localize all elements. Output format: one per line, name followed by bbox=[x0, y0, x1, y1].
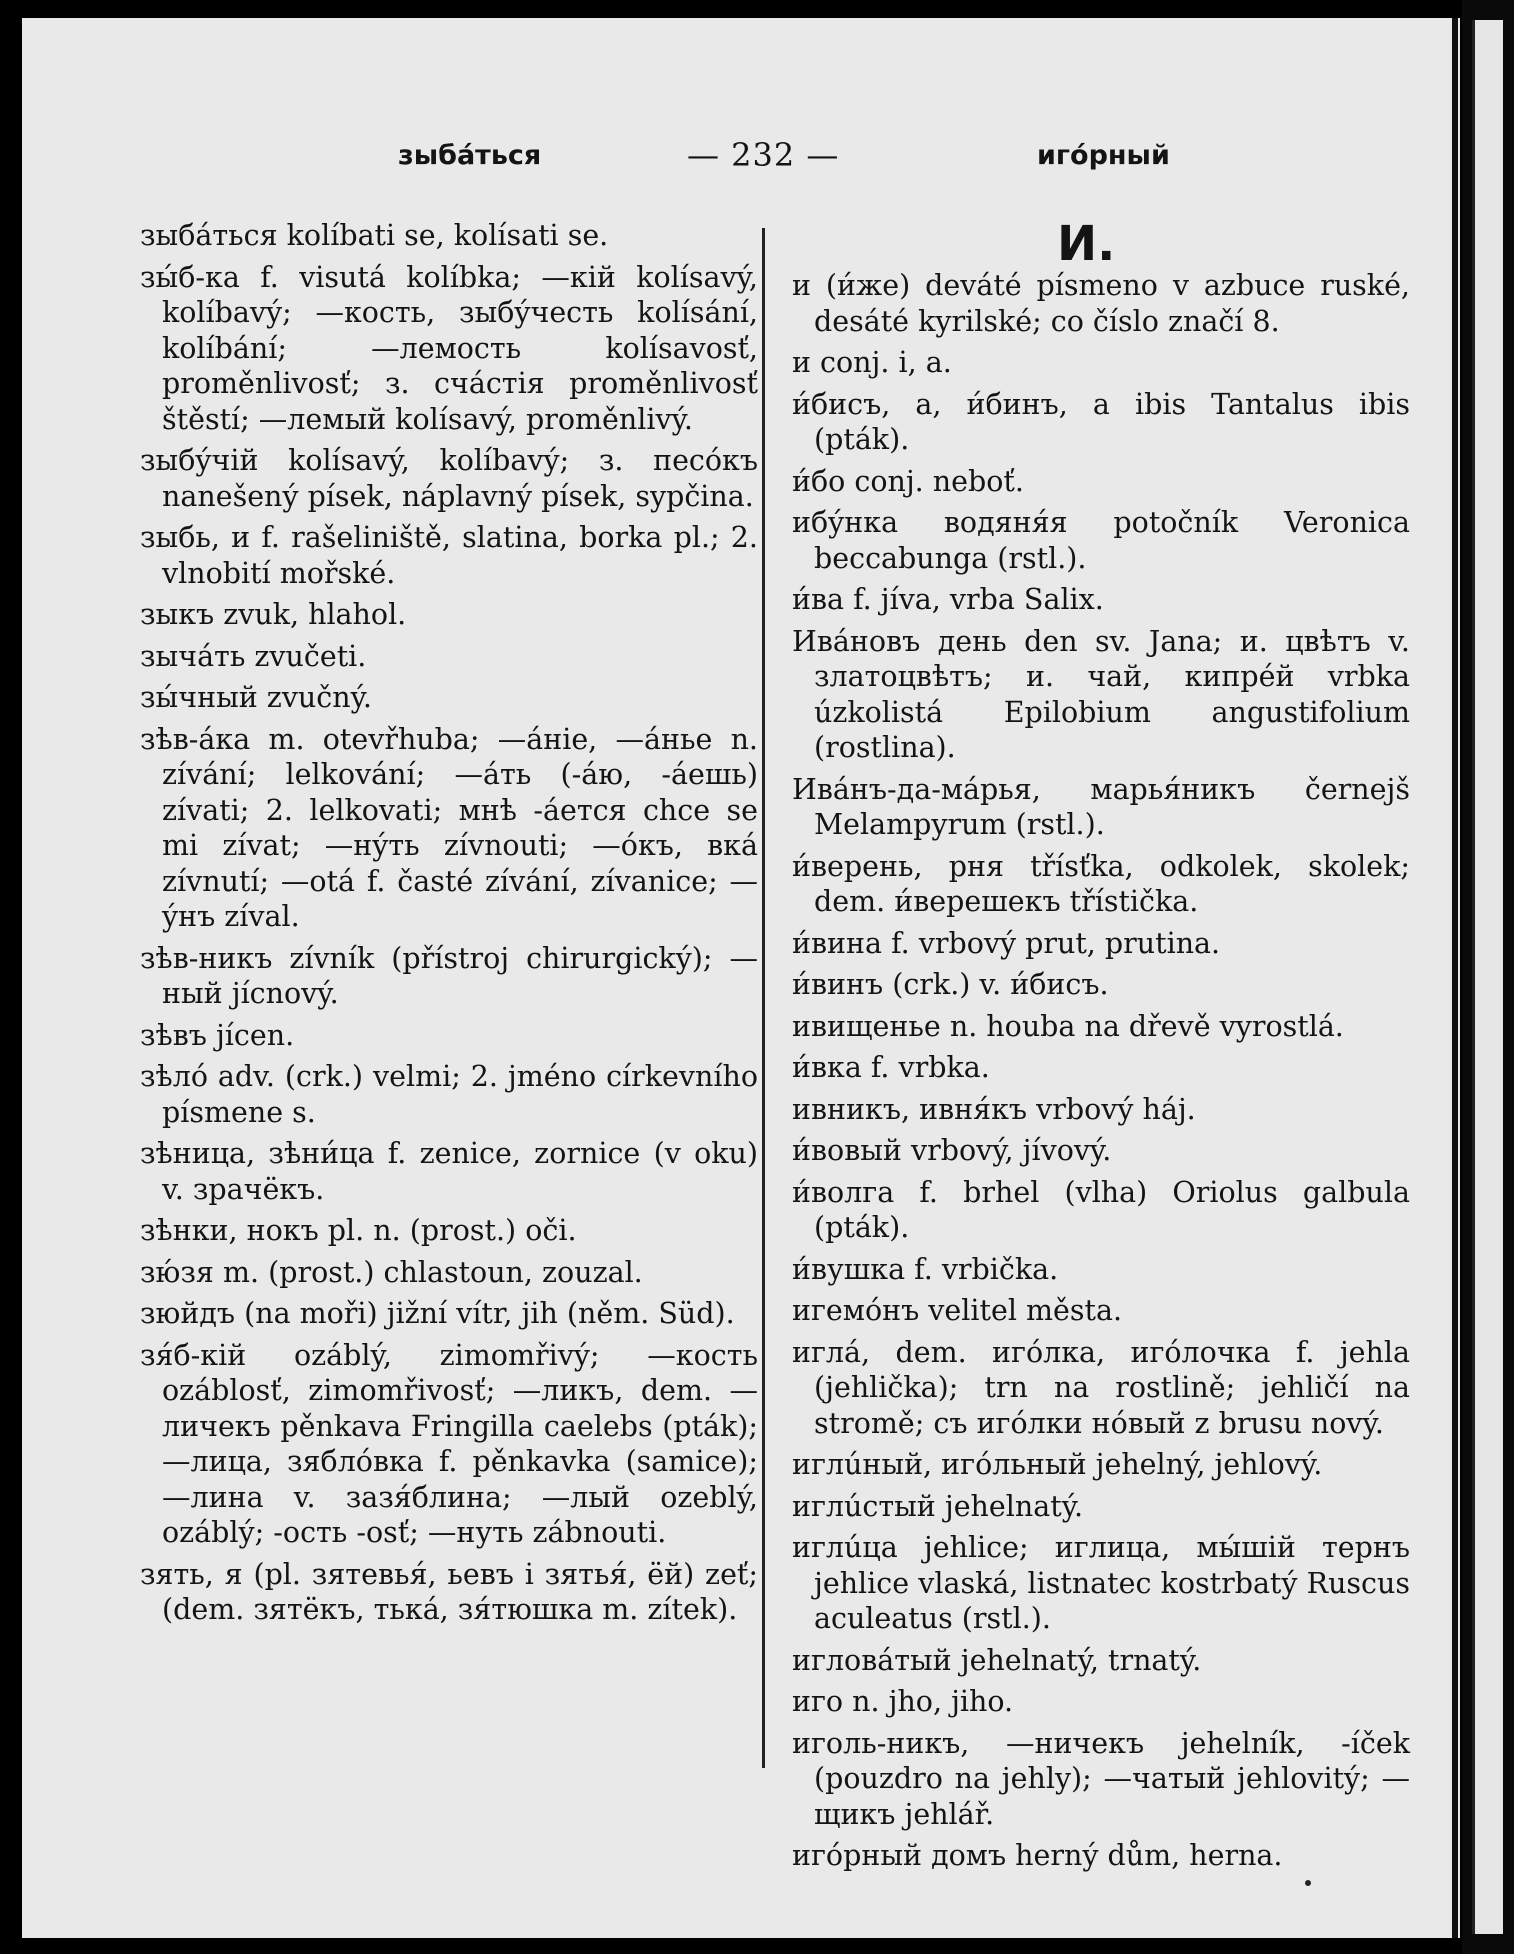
dictionary-entry: и́верень, рня třísťka, odkolek, skolek; dem. и́верешекъ třístička. bbox=[792, 849, 1410, 918]
left-column bbox=[140, 218, 758, 1634]
dictionary-entry: иглúный, игóльный jehelný, jehlový. bbox=[792, 1448, 1323, 1481]
dictionary-entry: и (и́же) deváté písmeno v azbuce ruské, desáté kyrilské; co číslo značí 8. bbox=[792, 269, 1410, 338]
header-right-guide-word: игóрный bbox=[1037, 140, 1170, 171]
dictionary-entry: ивникъ, ивня́къ vrbový háj. bbox=[792, 1092, 1196, 1126]
dictionary-entry: зять, я (pl. зятевья́, ьевъ і зятья́, ёй) zeť; (dem. зятёкъ, тькá, зя́тюшка m. zítek). bbox=[140, 1557, 758, 1626]
dictionary-entry: зыбь, и f. rašeliniště, slatina, borka pl.; 2. vlnobití mořské. bbox=[140, 521, 758, 590]
dictionary-entry: иглúстый jehelnatý. bbox=[792, 1489, 1084, 1523]
dictionary-entry: иглá, dem. игóлка, игóлочка f. jehla (jehlička); trn na rostlině; jehličí na stromě; съ игóлки нóвый z brusu nový. bbox=[792, 1335, 1410, 1440]
dictionary-entry: зѣв-áка m. otevřhuba; —áніе, —áнье n. zívání; lelkování; —áть (-áю, -áешь) zívati; 2. lelkovati; мнѣ -áется chce se mi zívat; —нýть zívnouti; —óкъ, вкá zívnutí; —otá f. časté zívání, zívanice; —ýнъ zíval. bbox=[140, 722, 758, 933]
dictionary-entry: и́вина f. vrbový prut, prutina. bbox=[792, 926, 1221, 960]
column-divider bbox=[762, 228, 765, 1768]
dictionary-page bbox=[22, 18, 1460, 1938]
dictionary-entry: зя́б-кій ozáblý, zimomřivý; —кость ozáblosť, zimomřivosť; —ликъ, dem. —личекъ pěnkava Fringilla caelebs (pták); —лица, зяблóвка f. pěnkavka (samice); —лина v. зазя́блина; —лый ozeblý, ozáblý; -ость -osť; —нуть zábnouti. bbox=[140, 1338, 758, 1549]
right-column bbox=[792, 268, 1410, 1880]
page-fold-shadow bbox=[1452, 18, 1458, 1938]
running-header bbox=[22, 130, 1460, 180]
dictionary-entry: зычáть zvučeti. bbox=[140, 639, 367, 673]
dictionary-entry: и conj. i, a. bbox=[792, 346, 952, 379]
dictionary-entry: и́ва f. jíva, vrba Salix. bbox=[792, 583, 1104, 616]
dictionary-entry: иглúца jehlice; иглица, мы́шій тернъ jehlice vlaská, listnatec kostrbatý Ruscus aculeatus (rstl.). bbox=[792, 1531, 1410, 1635]
next-page-edge bbox=[1472, 20, 1503, 1934]
dictionary-entry: зѣв-никъ zívník (přístroj chirurgický); —ный jícnový. bbox=[140, 941, 758, 1010]
dictionary-entry: и́винъ (crk.) v. и́бисъ. bbox=[792, 968, 1109, 1001]
dictionary-entry: ибýнка водяня́я potočník Veronica beccabunga (rstl.). bbox=[792, 506, 1410, 575]
dictionary-entry: и́бо conj. neboť. bbox=[792, 464, 1024, 498]
dictionary-entry: ивищенье n. houba na dřevě vyrostlá. bbox=[792, 1009, 1344, 1043]
dictionary-entry: зѣнки, нокъ pl. n. (prost.) oči. bbox=[140, 1214, 577, 1247]
dictionary-entry: зыкъ zvuk, hlahol. bbox=[140, 598, 407, 631]
dictionary-entry: и́вушка f. vrbička. bbox=[792, 1252, 1059, 1286]
dictionary-entry: игловáтый jehelnatý, trnatý. bbox=[792, 1643, 1202, 1677]
dictionary-entry: зы́чный zvučný. bbox=[140, 681, 372, 714]
dictionary-entry: зѣлó adv. (crk.) velmi; 2. jméno církevního písmene ѕ. bbox=[140, 1060, 758, 1129]
dictionary-entry: и́волга f. brhel (vlha) Oriolus galbula (pták). bbox=[792, 1175, 1410, 1244]
dictionary-entry: игемóнъ velitel města. bbox=[792, 1294, 1123, 1327]
dictionary-entry: иголь-никъ, —ничекъ jehelník, -íček (pouzdro na jehly); —чатый jehlovitý; —щикъ jehlář. bbox=[792, 1726, 1410, 1831]
page-number: — 232 — bbox=[687, 136, 840, 174]
dictionary-entry: зюйдъ (na moři) jižní vítr, jih (něm. Süd). bbox=[140, 1297, 735, 1330]
header-left-guide-word: зыбáться bbox=[398, 140, 542, 171]
dictionary-entry: игóрный домъ herný dům, herna. bbox=[792, 1839, 1283, 1872]
dictionary-entry: зю́зя m. (prost.) chlastoun, zouzal. bbox=[140, 1255, 643, 1289]
section-letter: И. bbox=[1057, 216, 1116, 272]
dictionary-entry: зѣвъ jícen. bbox=[140, 1018, 295, 1052]
dictionary-entry: Ивáнъ-да-мáрья, марья́никъ černejš Melampyrum (rstl.). bbox=[792, 772, 1410, 841]
dictionary-entry: и́бисъ, а, и́бинъ, а ibis Tantalus ibis (pták). bbox=[792, 387, 1410, 456]
scan-speck bbox=[1305, 1880, 1311, 1886]
dictionary-entry: Ивáновъ день den sv. Jana; и. цвѣтъ v. златоцвѣтъ; и. чай, кипрéй vrbka úzkolistá Epilobium angustifolium (rostlina). bbox=[792, 624, 1410, 764]
dictionary-entry: зы́б-ка f. visutá kolíbka; —кій kolísavý, kolíbavý; —кость, зыбýчесть kolísání, kolíbání; —лемость kolísavosť, proměnlivosť; з. счáстія proměnlivosť štěstí; —лемый kolísavý, proměnlivý. bbox=[140, 260, 758, 436]
dictionary-entry: зыбáться kolíbati se, kolísati se. bbox=[140, 219, 609, 252]
dictionary-entry: иго n. jho, jiho. bbox=[792, 1685, 1014, 1718]
dictionary-entry: и́вка f. vrbka. bbox=[792, 1051, 990, 1084]
dictionary-entry: зыбýчій kolísavý, kolíbavý; з. песóкъ nanešený písek, náplavný písek, sypčina. bbox=[140, 444, 758, 513]
dictionary-entry: и́вовый vrbový, jívový. bbox=[792, 1134, 1112, 1167]
dictionary-entry: зѣница, зѣни́ца f. zenice, zornice (v oku) v. зрачёкъ. bbox=[140, 1137, 758, 1206]
